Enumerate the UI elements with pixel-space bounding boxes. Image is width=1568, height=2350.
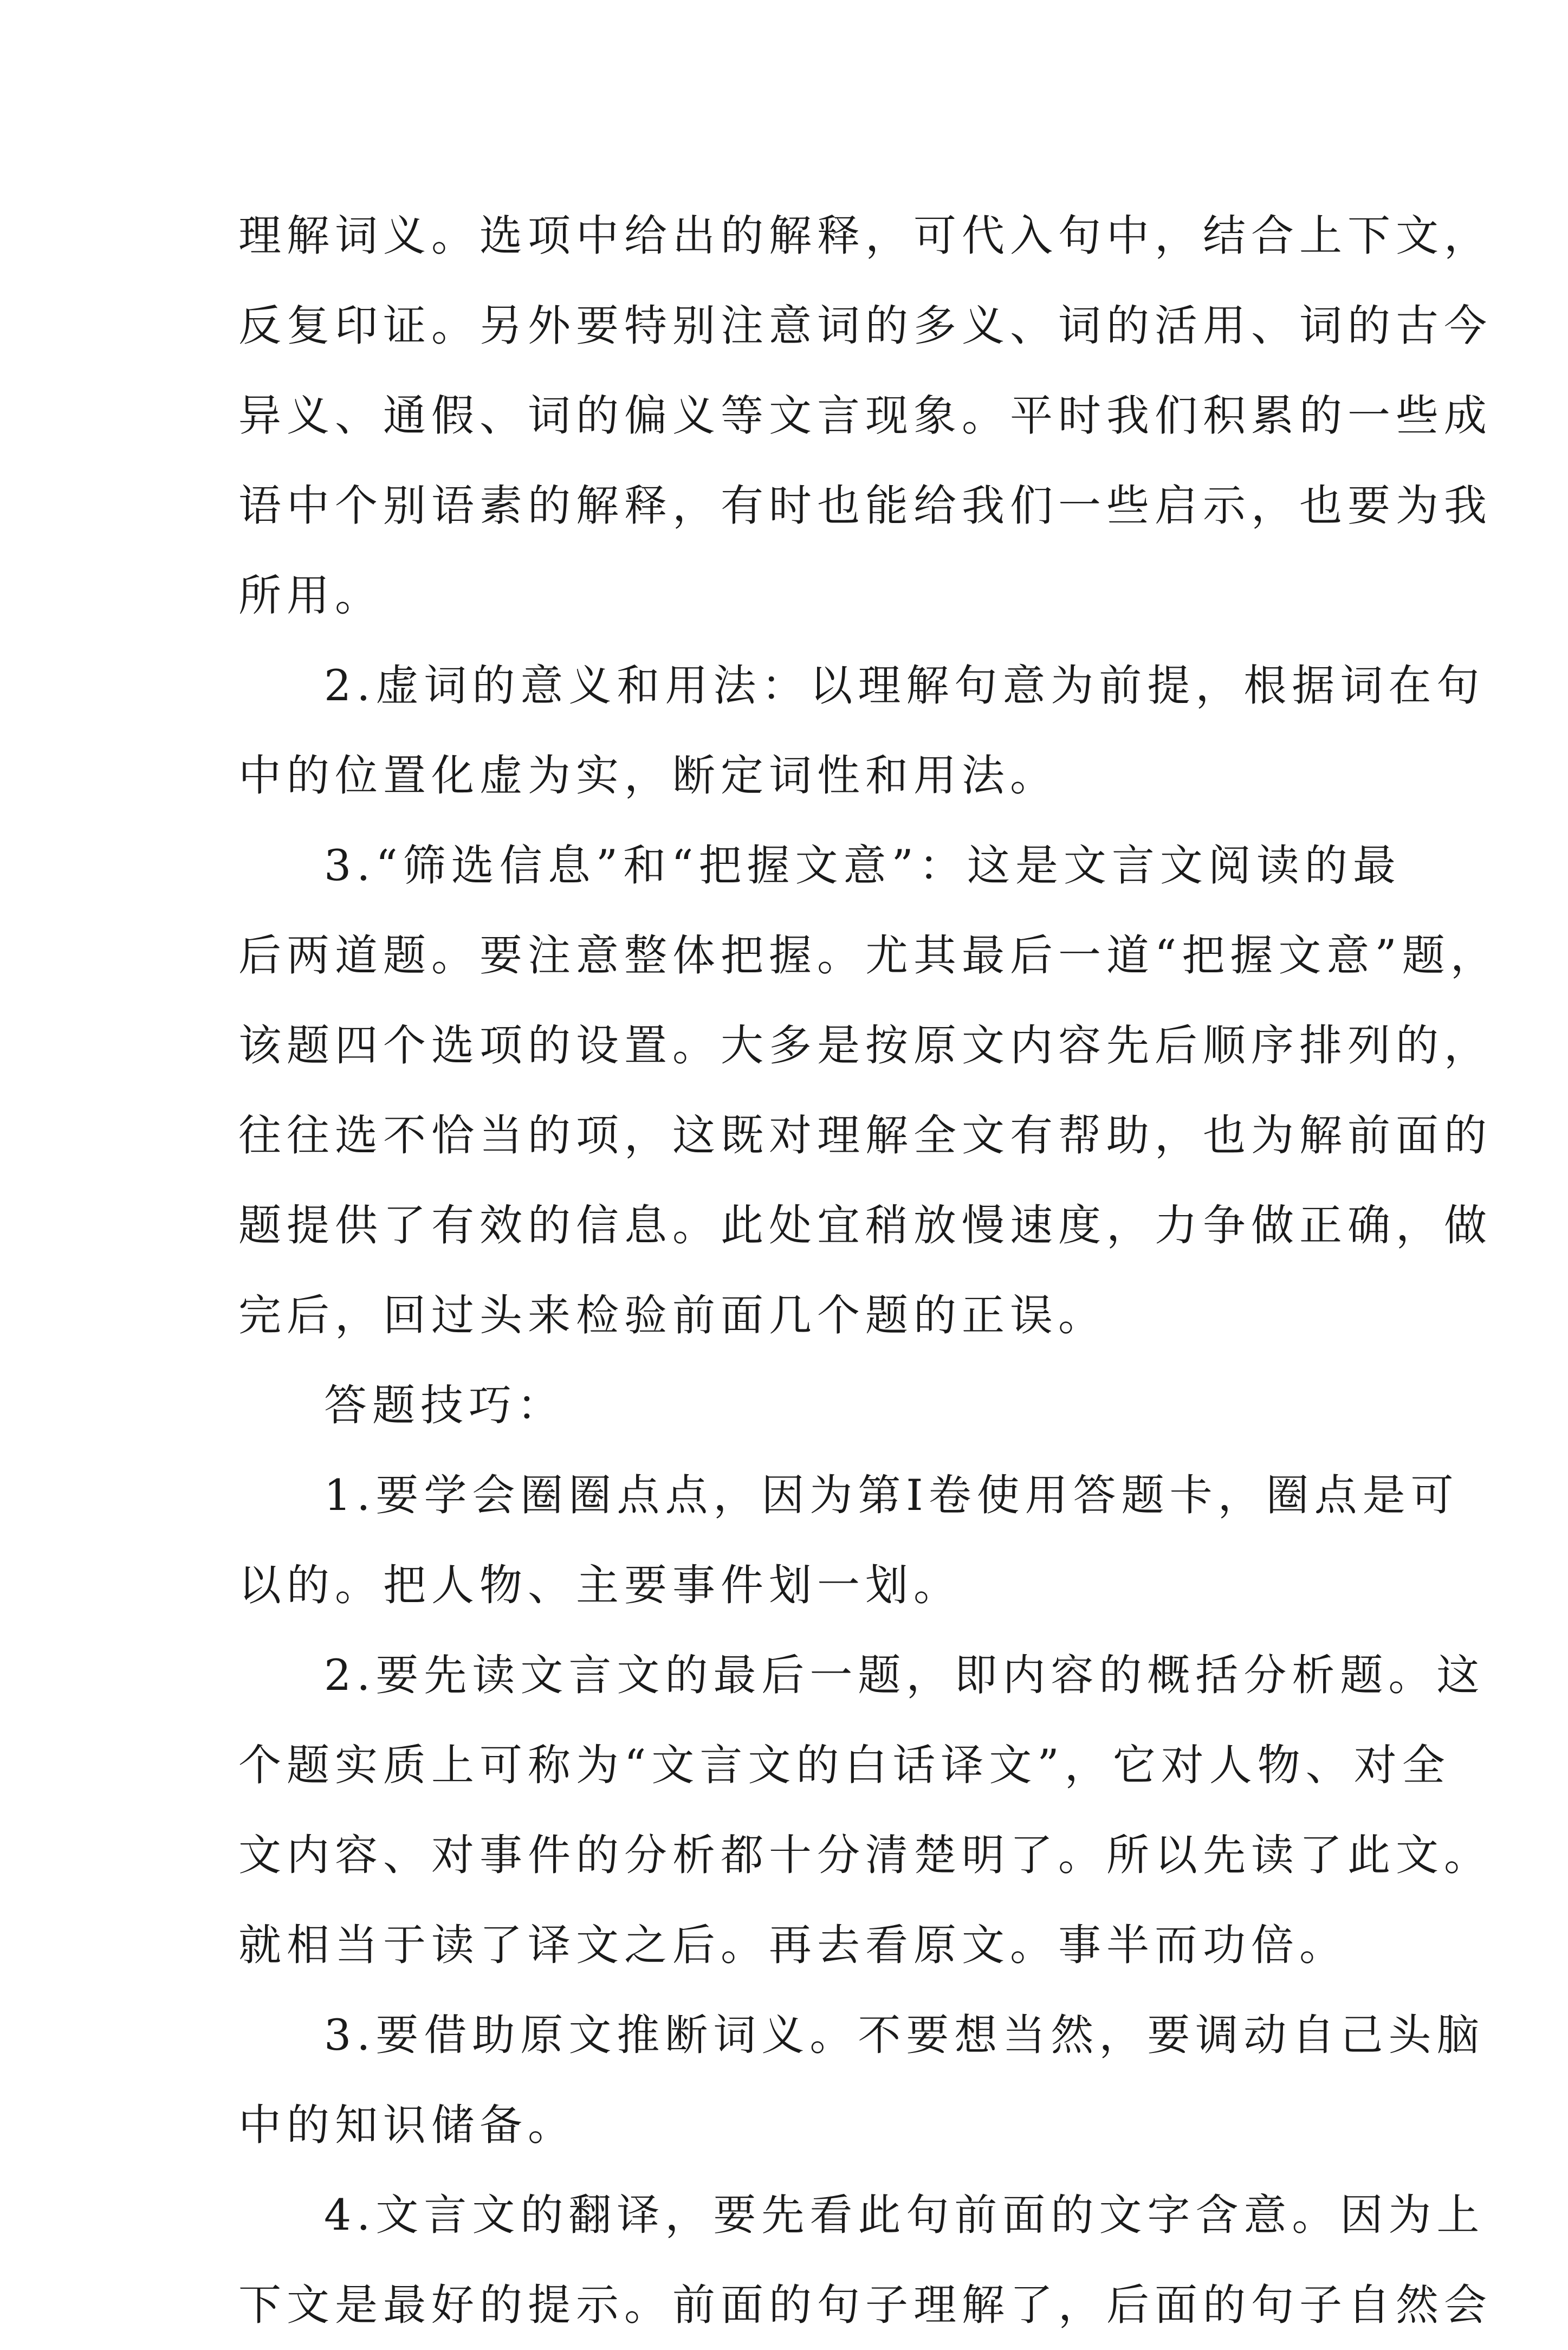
paragraph-start-line: 3.要借助原文推断词义。不要想当然，要调动自己头脑: [324, 2010, 1485, 2060]
text-line: 往往选不恰当的项，这既对理解全文有帮助，也为解前面的: [238, 1111, 1492, 1160]
text-line: 理解词义。选项中给出的解释，可代入句中，结合上下文，: [238, 211, 1492, 261]
text-line: 个题实质上可称为“文言文的白话译文”，它对人物、对全: [238, 1740, 1450, 1790]
text-line: 文内容、对事件的分析都十分清楚明了。所以先读了此文。: [238, 1830, 1492, 1880]
text-line: 完后，回过头来检验前面几个题的正误。: [238, 1290, 1106, 1340]
text-line: 就相当于读了译文之后。再去看原文。事半而功倍。: [238, 1920, 1347, 1970]
text-line: 下文是最好的提示。前面的句子理解了，后面的句子自然会: [238, 2280, 1492, 2330]
text-line: 题提供了有效的信息。此处宜稍放慢速度，力争做正确，做: [238, 1200, 1492, 1250]
text-line: 中的位置化虚为实，断定词性和用法。: [238, 751, 1058, 800]
paragraph-start-line: 4.文言文的翻译，要先看此句前面的文字含意。因为上: [324, 2190, 1485, 2240]
text-line: 该题四个选项的设置。大多是按原文内容先后顺序排列的，: [238, 1021, 1492, 1070]
text-line: 所用。: [238, 571, 383, 621]
text-line: 异义、通假、词的偏义等文言现象。平时我们积累的一些成: [238, 391, 1492, 441]
paragraph-start-line: 1.要学会圈圈点点，因为第Ⅰ卷使用答题卡，圈点是可: [324, 1470, 1459, 1520]
text-line: 语中个别语素的解释，有时也能给我们一些启示，也要为我: [238, 481, 1492, 531]
text-line: 以的。把人物、主要事件划一划。: [238, 1560, 962, 1610]
document-page: [238, 191, 1499, 2350]
paragraph-start-line: 3.“筛选信息”和“把握文意”：这是文言文阅读的最: [324, 841, 1401, 890]
section-heading: 答题技巧：: [324, 1380, 565, 1430]
text-line: 中的知识储备。: [238, 2100, 576, 2150]
paragraph-start-line: 2.要先读文言文的最后一题，即内容的概括分析题。这: [324, 1650, 1485, 1700]
paragraph-start-line: 2.虚词的意义和用法：以理解句意为前提，根据词在句: [324, 661, 1485, 711]
text-line: 后两道题。要注意整体把握。尤其最后一道“把握文意”题，: [238, 931, 1499, 980]
text-line: 反复印证。另外要特别注意词的多义、词的活用、词的古今: [238, 301, 1492, 351]
